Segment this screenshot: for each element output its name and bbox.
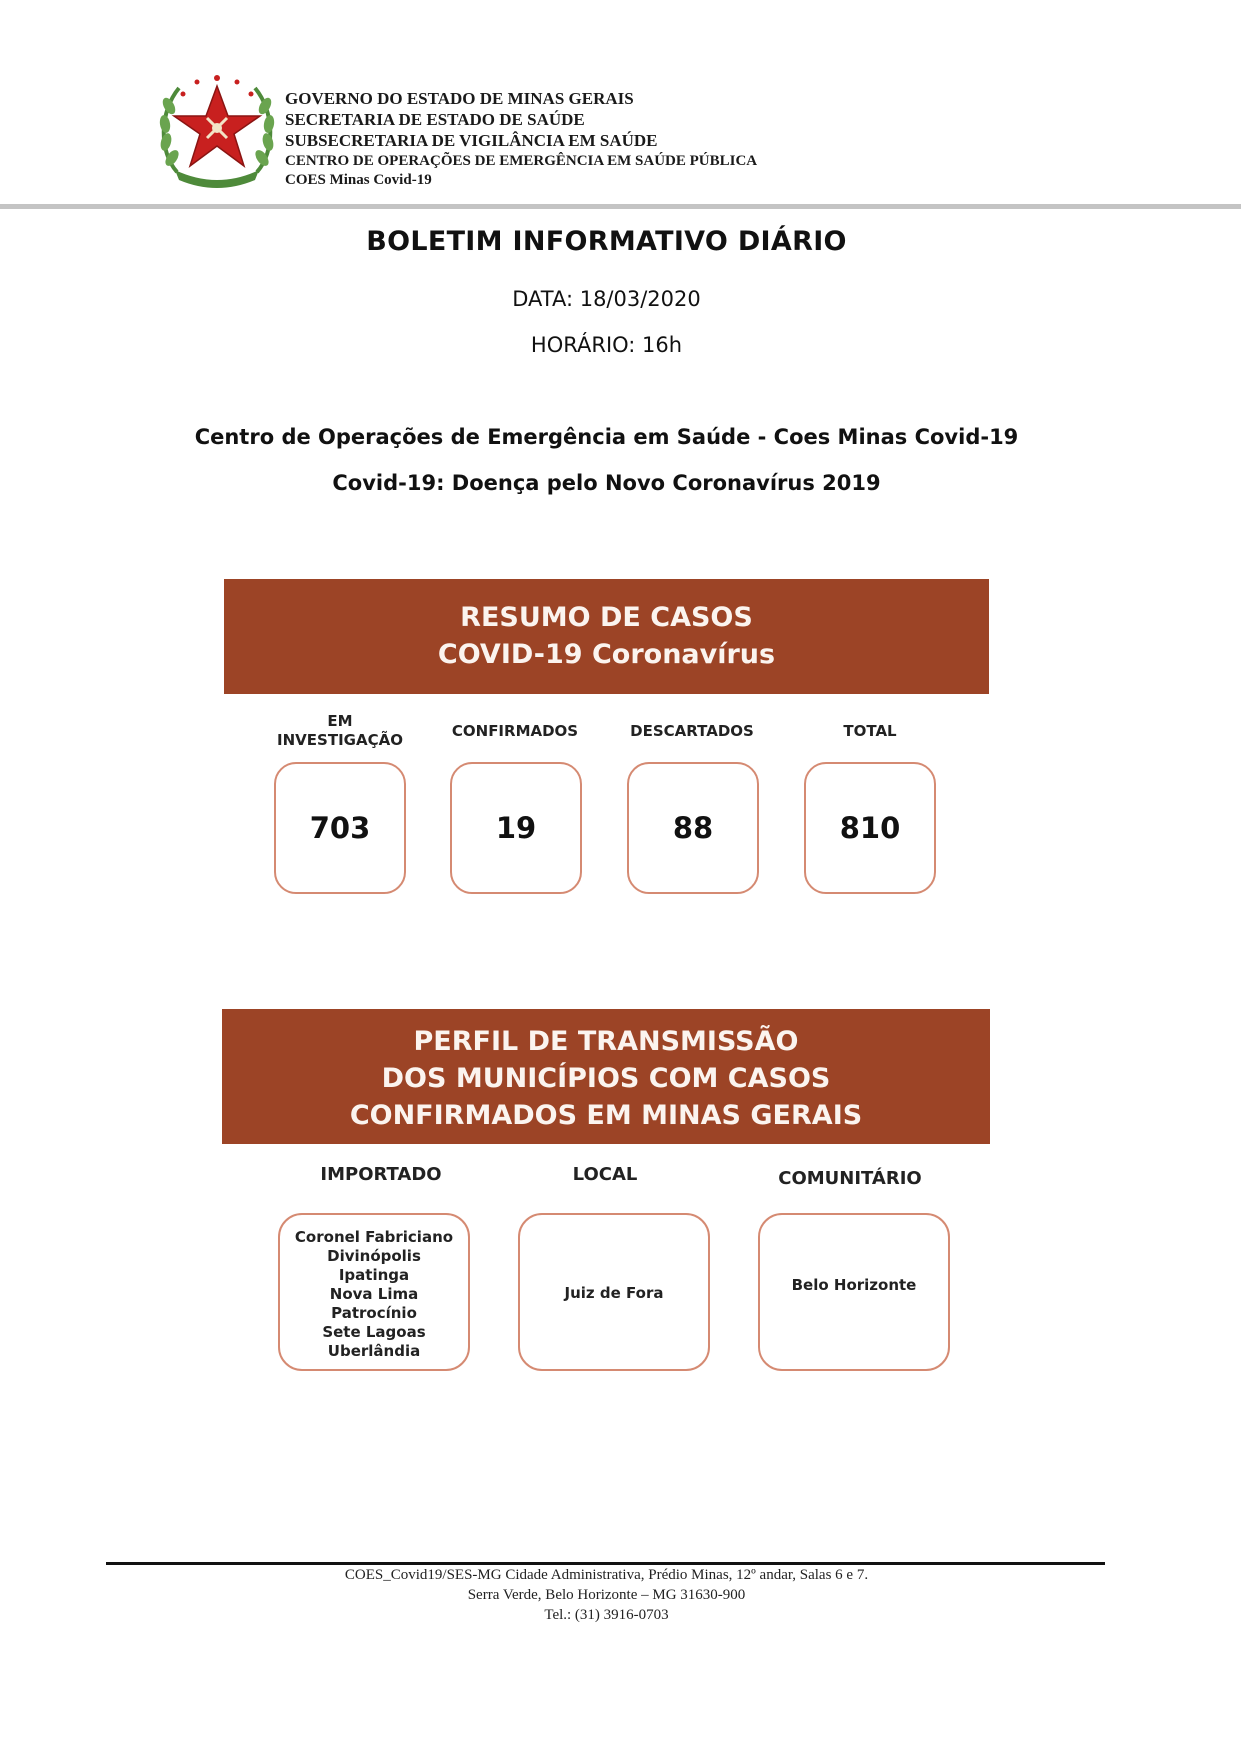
category-box-community <box>758 1213 950 1371</box>
subtitle-coes: Centro de Operações de Emergência em Saúde - Coes Minas Covid-19 <box>194 425 1019 449</box>
category-box-local <box>518 1213 710 1371</box>
footer-address <box>0 1565 1213 1625</box>
subtitle-block <box>0 414 1213 506</box>
letterhead <box>157 72 1057 202</box>
list-item: Juiz de Fora <box>564 1284 664 1302</box>
institution-lines <box>285 88 757 189</box>
stat-value-discarded: 88 <box>627 762 759 894</box>
municipality-list <box>520 1284 708 1303</box>
footer-line: Tel.: (31) 3916-0703 <box>544 1607 669 1623</box>
transmission-banner-line: DOS MUNICÍPIOS COM CASOS <box>381 1063 831 1094</box>
stat-value-confirmed: 19 <box>450 762 582 894</box>
transmission-banner-line: CONFIRMADOS EM MINAS GERAIS <box>349 1100 863 1131</box>
category-label-community: COMUNITÁRIO <box>778 1168 922 1189</box>
transmission-banner-line: PERFIL DE TRANSMISSÃO <box>413 1026 799 1057</box>
header-line-secretariat: SECRETARIA DE ESTADO DE SAÚDE <box>285 110 585 129</box>
list-item: Uberlândia <box>327 1342 421 1360</box>
stat-label-total: TOTAL <box>843 722 897 740</box>
summary-banner-line: RESUMO DE CASOS <box>460 602 753 633</box>
time-line: HORÁRIO: 16h <box>530 333 683 357</box>
summary-banner-line: COVID-19 Coronavírus <box>437 639 776 670</box>
header-line-center: CENTRO DE OPERAÇÕES DE EMERGÊNCIA EM SAÚDE PÚBLICA <box>285 153 758 169</box>
summary-banner <box>224 579 989 694</box>
subtitle-covid: Covid-19: Doença pelo Novo Coronavírus 2019 <box>332 471 881 495</box>
footer-line: COES_Covid19/SES-MG Cidade Administrativa, Prédio Minas, 12º andar, Salas 6 e 7. <box>344 1567 869 1583</box>
municipality-list <box>760 1276 948 1295</box>
stat-value-total: 810 <box>804 762 936 894</box>
municipality-list <box>280 1228 468 1361</box>
transmission-banner <box>222 1009 990 1144</box>
header-line-coes: COES Minas Covid-19 <box>285 172 432 188</box>
header-divider <box>0 204 1241 209</box>
header-line-subsecretariat: SUBSECRETARIA DE VIGILÂNCIA EM SAÚDE <box>285 131 658 150</box>
list-item: Sete Lagoas <box>322 1323 426 1341</box>
footer-line: Serra Verde, Belo Horizonte – MG 31630-900 <box>467 1587 746 1603</box>
list-item: Coronel Fabriciano <box>294 1228 454 1246</box>
minas-gerais-coat-of-arms-icon <box>157 72 277 188</box>
stat-label-confirmed: CONFIRMADOS <box>451 722 579 740</box>
stat-label-discarded: DESCARTADOS <box>630 722 754 740</box>
list-item: Divinópolis <box>327 1247 421 1265</box>
date-line: DATA: 18/03/2020 <box>512 287 701 311</box>
list-item: Patrocínio <box>331 1304 417 1322</box>
category-box-imported <box>278 1213 470 1371</box>
list-item: Belo Horizonte <box>791 1276 917 1294</box>
stat-label-line: INVESTIGAÇÃO <box>277 731 403 749</box>
category-label-local: LOCAL <box>572 1164 638 1185</box>
bulletin-title-block <box>0 222 1213 368</box>
page-title: BOLETIM INFORMATIVO DIÁRIO <box>366 226 847 257</box>
header-line-government: GOVERNO DO ESTADO DE MINAS GERAIS <box>285 89 634 108</box>
list-item: Ipatinga <box>338 1266 410 1284</box>
stat-value-investigation: 703 <box>274 762 406 894</box>
list-item: Nova Lima <box>329 1285 419 1303</box>
stat-label-investigation <box>265 712 415 750</box>
stat-label-line: EM <box>327 712 353 730</box>
category-label-imported: IMPORTADO <box>320 1164 442 1185</box>
